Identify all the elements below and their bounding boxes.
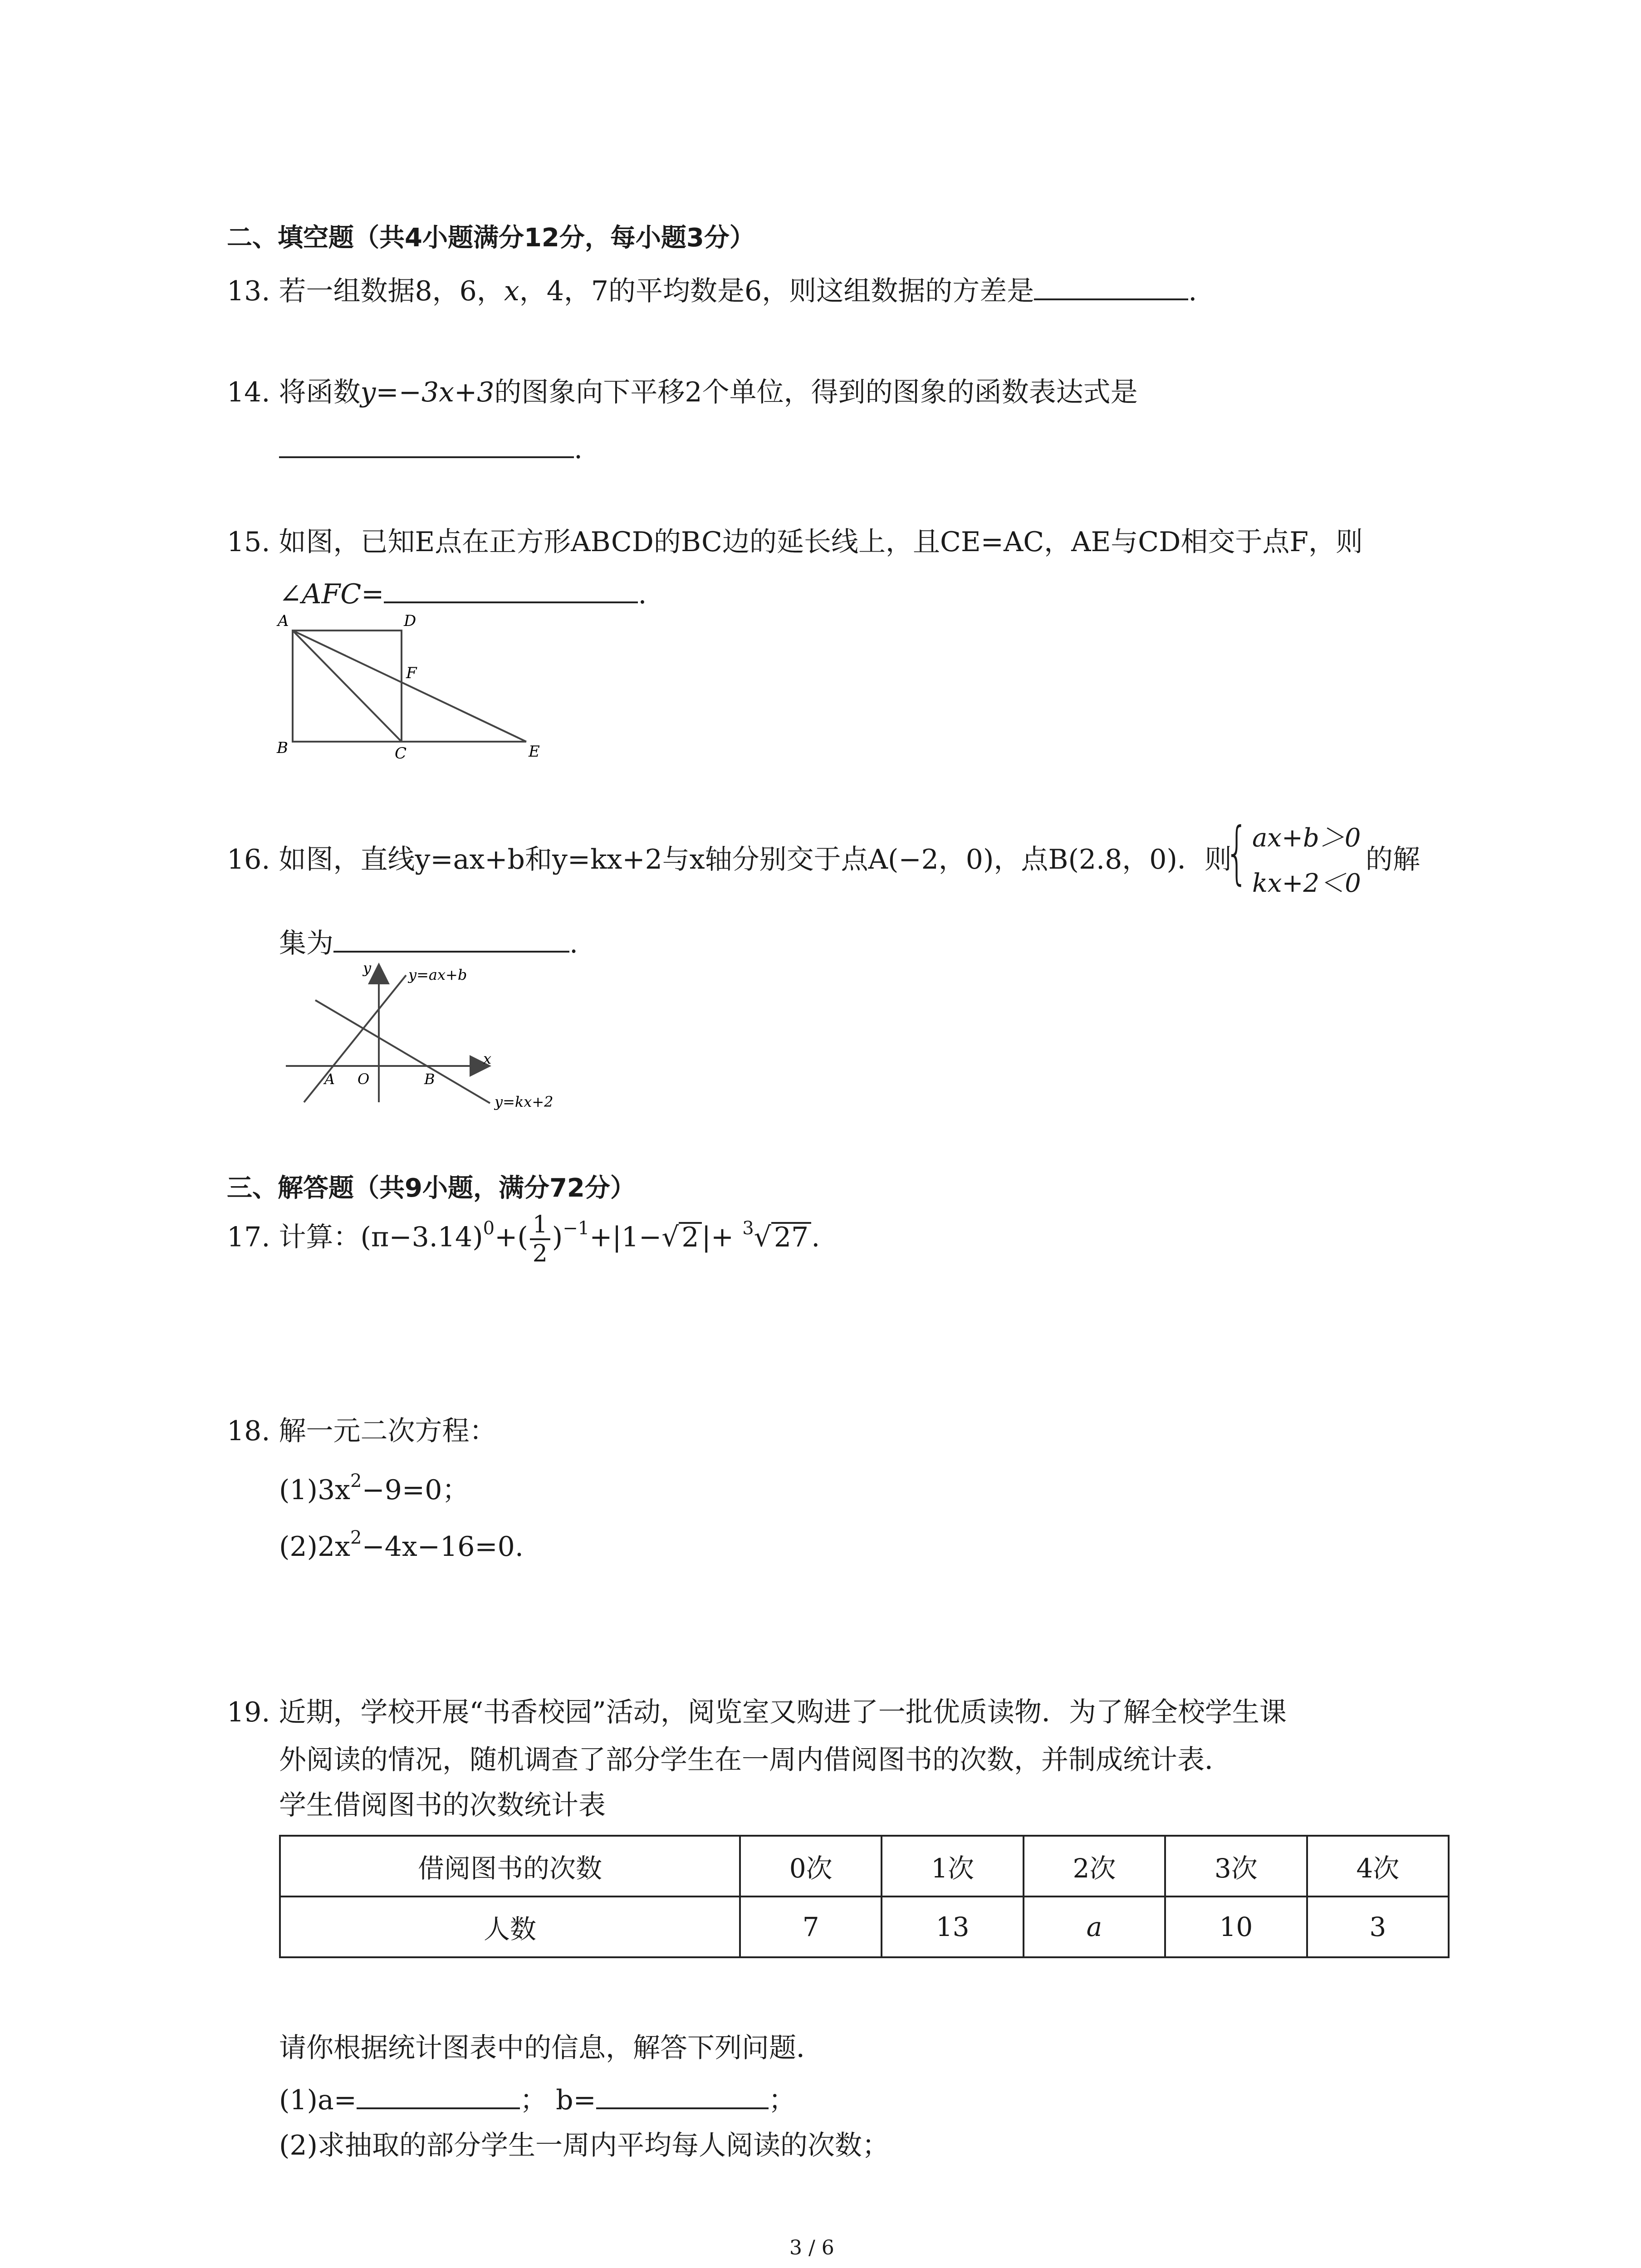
point-b-label: B (424, 1070, 435, 1088)
question-14-answer (279, 435, 583, 463)
period: . (574, 433, 583, 465)
cube-root-sign: √ (754, 1221, 771, 1253)
question-text: 近期，学校开展“书香校园”活动，阅览室又购进了一批优质读物．为了解全校学生课 (279, 1696, 1287, 1728)
origin-label: O (358, 1070, 370, 1088)
answer-blank[interactable] (333, 946, 569, 953)
question-text: 将函数 (279, 376, 361, 408)
question-18 (227, 1415, 497, 1447)
answer-label: b= (556, 2084, 596, 2116)
period: . (1188, 275, 1197, 307)
table-cell: 人数 (280, 1897, 740, 1957)
label-c: C (395, 744, 407, 762)
question-number: 15. (227, 526, 270, 558)
denominator: 2 (532, 1240, 548, 1267)
question-13 (227, 275, 1197, 307)
question-text: 若一组数据8，6， (279, 275, 504, 307)
line-graph-figure (277, 957, 585, 1111)
answer-blank[interactable] (1034, 294, 1188, 300)
equation: (1)3x (279, 1474, 351, 1506)
table-cell: 3次 (1165, 1836, 1307, 1897)
expression: |+ (701, 1221, 734, 1253)
exponent: 0 (483, 1217, 495, 1239)
cube-root-argument: 27 (771, 1222, 811, 1251)
question-19-instruction: 请你根据统计图表中的信息，解答下列问题． (279, 2032, 823, 2064)
question-text: 如图，直线y=ax+b和y=kx+2与x轴分别交于点A(−2，0)，点B(2.8，0)．则 (279, 844, 1232, 875)
question-19 (227, 1696, 1287, 1728)
question-number: 18. (227, 1415, 270, 1447)
line-kx-plus-2 (315, 1000, 490, 1103)
inequality-1 (1252, 823, 1361, 853)
question-16 (227, 846, 1232, 873)
question-number: 17. (227, 1221, 270, 1253)
table-cell: 13 (882, 1897, 1023, 1957)
period: . (638, 578, 647, 610)
inequality-text: ax+b＞0 (1252, 823, 1361, 853)
table-header-row (280, 1836, 1449, 1897)
section-title-answer: 三、解答题（共9小题，满分72分） (227, 1173, 636, 1203)
question-15 (227, 528, 1363, 556)
variable-x: x (504, 275, 519, 307)
question-number: 13. (227, 275, 270, 307)
question-text: 解一元二次方程： (279, 1415, 497, 1447)
table-cell: 4次 (1307, 1836, 1449, 1897)
section-title-fill-in: 二、填空题（共4小题满分12分，每小题3分） (227, 223, 755, 253)
exponent: 2 (350, 1471, 362, 1491)
expression: 计算：(π−3.14) (279, 1221, 483, 1253)
x-axis-label: x (483, 1050, 492, 1067)
equation: −4x−16=0. (362, 1531, 524, 1563)
table-cell: 2次 (1024, 1836, 1165, 1897)
line-2-label: y=kx+2 (495, 1093, 554, 1110)
expression: +|1− (589, 1221, 662, 1253)
inequality-2 (1252, 871, 1361, 896)
separator: ； (520, 2084, 548, 2116)
expression: ) (552, 1221, 563, 1253)
angle-label: ∠AFC= (279, 578, 384, 610)
function-expression: y=−3x+3 (360, 376, 495, 408)
question-18-part-1 (279, 1471, 470, 1506)
equation: −9=0； (362, 1474, 470, 1506)
answer-blank[interactable] (279, 452, 574, 458)
point-a-label: A (324, 1070, 335, 1088)
table-cell: 1次 (882, 1836, 1023, 1897)
answer-blank-b[interactable] (596, 2103, 769, 2109)
inequality-text: kx+2＜0 (1252, 869, 1361, 898)
y-axis-label: y (363, 959, 372, 977)
exponent: −1 (563, 1217, 590, 1239)
sqrt-sign: √ (661, 1221, 679, 1253)
question-number: 16. (227, 844, 270, 875)
root-index: 3 (742, 1217, 754, 1239)
system-brace: { (1225, 813, 1249, 892)
table-cell: 借阅图书的次数 (280, 1836, 740, 1897)
question-number: 19. (227, 1696, 270, 1728)
expression: +( (495, 1221, 528, 1253)
table-row (280, 1897, 1449, 1957)
table-title: 学生借阅图书的次数统计表 (279, 1789, 606, 1821)
exponent: 2 (350, 1527, 362, 1548)
question-text: 集为 (279, 928, 333, 959)
table-cell: 3 (1307, 1897, 1449, 1957)
period: . (569, 928, 578, 959)
page-number: 3 / 6 (789, 2236, 834, 2259)
question-16-answer (279, 930, 578, 957)
line-ax-plus-b (304, 975, 406, 1102)
question-number: 14. (227, 376, 270, 408)
statistics-table (279, 1835, 1450, 1958)
table-cell: 0次 (740, 1836, 882, 1897)
sqrt-argument: 2 (679, 1222, 701, 1251)
segment-ac (293, 631, 402, 742)
answer-blank-a[interactable] (357, 2103, 520, 2109)
label-e: E (529, 743, 540, 761)
table-cell: a (1024, 1897, 1165, 1957)
label-d: D (404, 612, 416, 630)
question-15-answer (279, 578, 647, 610)
question-text: ，4，7的平均数是6，则这组数据的方差是 (519, 275, 1034, 307)
question-17 (227, 1211, 820, 1267)
question-19-line-2: 外阅读的情况，随机调查了部分学生在一周内借阅图书的次数，并制成统计表． (279, 1744, 1232, 1776)
question-text: 的图象向下平移2个单位，得到的图象的函数表达式是 (494, 376, 1138, 408)
label-a: A (278, 612, 289, 630)
question-text: 如图，已知E点在正方形ABCD的BC边的延长线上，且CE=AC，AE与CD相交于点F，则 (279, 526, 1363, 558)
label-f: F (406, 664, 417, 682)
question-14 (227, 376, 1138, 408)
segment-ae (293, 631, 526, 742)
separator: ； (768, 2084, 796, 2116)
period: . (811, 1221, 820, 1253)
table-cell: 7 (740, 1897, 882, 1957)
question-19-part-1 (279, 2084, 796, 2116)
question-16-tail: 的解 (1366, 844, 1420, 875)
equation: (2)2x (279, 1531, 351, 1563)
question-18-part-2 (279, 1527, 524, 1563)
answer-blank[interactable] (384, 597, 638, 603)
square-figure (272, 612, 563, 762)
line-1-label: y=ax+b (408, 966, 467, 983)
question-19-part-2: (2)求抽取的部分学生一周内平均每人阅读的次数； (279, 2130, 889, 2161)
answer-label: (1)a= (279, 2084, 357, 2116)
label-b: B (277, 739, 288, 757)
fraction-one-half (530, 1211, 550, 1267)
table-cell: 10 (1165, 1897, 1307, 1957)
numerator: 1 (530, 1211, 550, 1240)
